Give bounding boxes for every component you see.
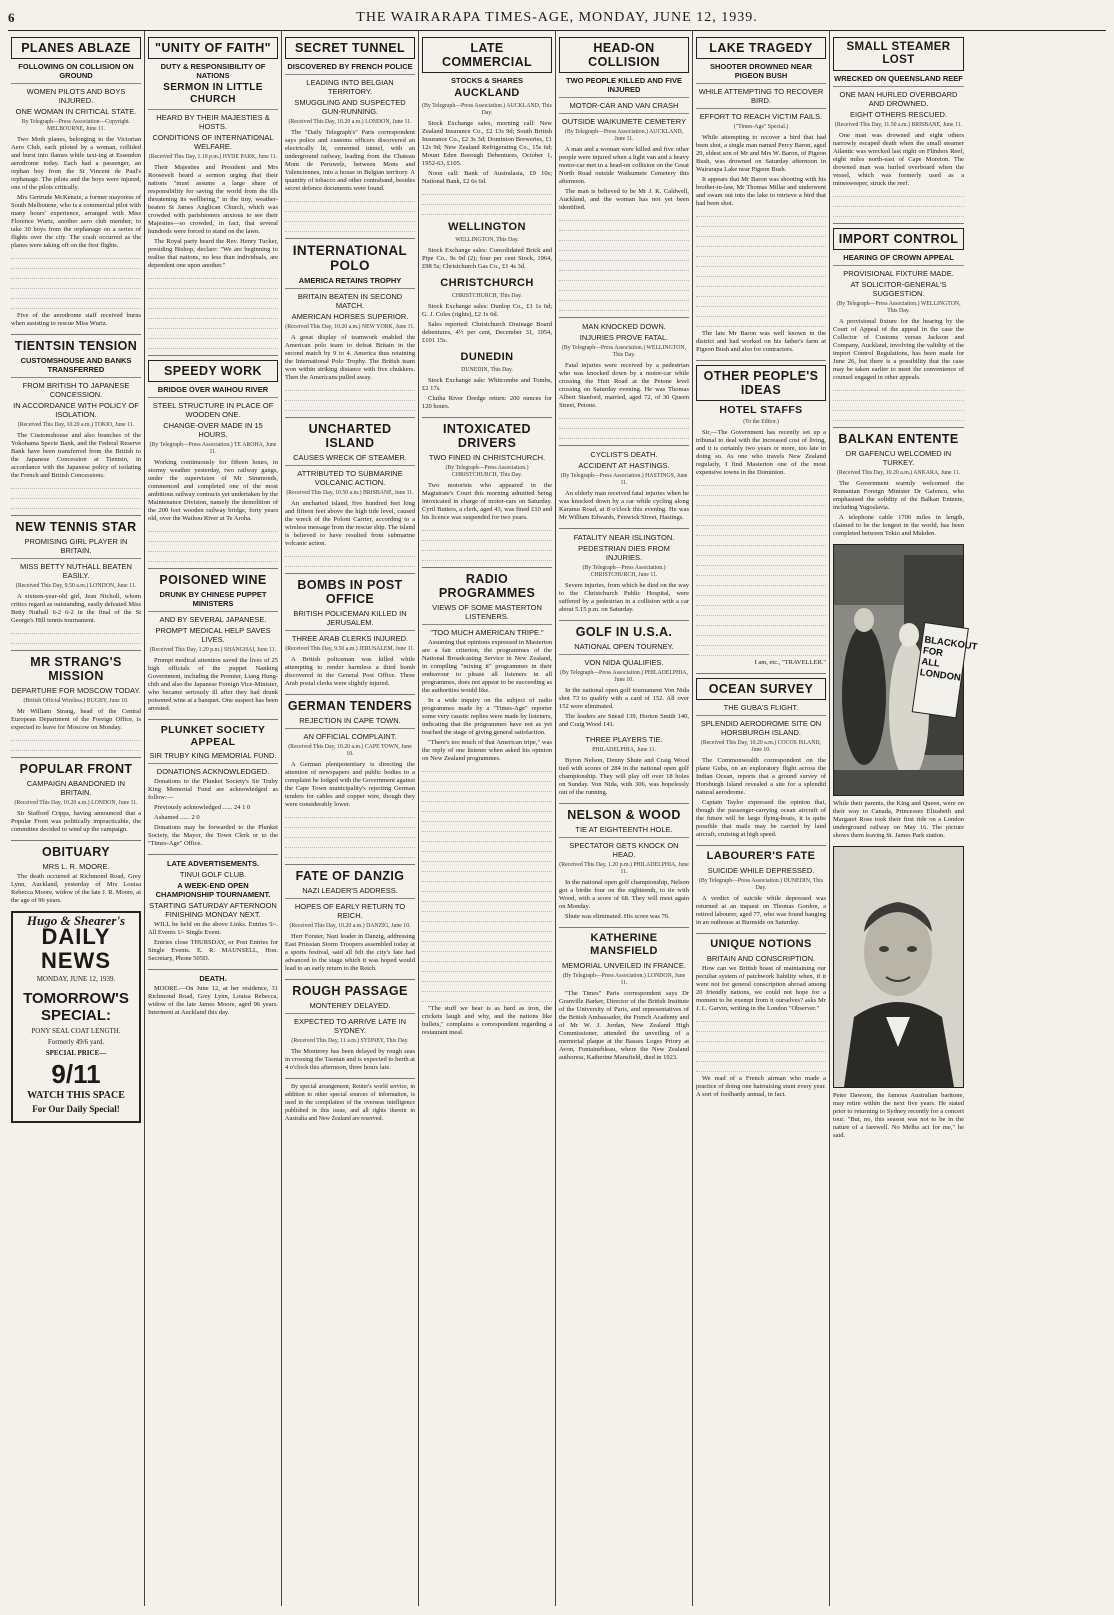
deck: INJURIES PROVE FATAL.	[579, 333, 669, 342]
body-text: In the national open golf championship, Nelson got a birdie four on the eighteenth, to tie with Wood, with a score of 68. They will meet again on Monday.	[559, 879, 689, 910]
article-intoxicated-drivers	[422, 422, 552, 561]
deck: THREE PLAYERS TIE.	[585, 735, 663, 744]
dateline: ("Times-Age" Special.)	[733, 124, 789, 130]
deck: BRIDGE OVER WAIHOU RIVER	[157, 385, 269, 394]
page-number: 6	[8, 10, 15, 25]
article-import-control	[833, 228, 964, 421]
deck: PROMISING GIRL PLAYER IN BRITAIN.	[24, 537, 128, 555]
deck: HEARD BY THEIR MAJESTIES & HOSTS.	[148, 109, 278, 131]
article-ocean-survey	[696, 678, 826, 839]
dateline: (Received This Day, 10.20 a.m.) NEW YORK, June 11.	[285, 324, 415, 330]
headline: SECRET TUNNEL	[285, 37, 415, 59]
deck: AND BY SEVERAL JAPANESE.	[148, 611, 278, 624]
dateline: (By Telegraph—Press Association.) TE AROHA, June 11.	[149, 442, 277, 455]
body-text: In the national open golf tournament Von Nida shot 73 to qualify with a card of 152. All over 152 were eliminated.	[559, 687, 689, 710]
photo-caption: While their parents, the King and Queen, were on their way to Canada, Princesses Elizabeth and Margaret Rose took their first ride on a London underground railway on May 16. The picture shows them leaving St. James Park station.	[833, 800, 964, 839]
deck: CONDITIONS OF INTERNATIONAL WELFARE.	[152, 133, 274, 151]
headline: OTHER PEOPLE'S IDEAS	[696, 365, 826, 401]
article-head-on-collision	[559, 37, 689, 311]
article-three-players-tie	[559, 735, 689, 797]
body-text: A verdict of suicide while depressed was returned at an inquest on Thomas Gordon, a retired labourer, aged 77, who was found hanging in an outhouse at Burnside on Saturday.	[696, 895, 826, 926]
deck: BRITAIN BEATEN IN SECOND MATCH.	[285, 288, 415, 310]
donation-line: Previously acknowledged ...... 24 1 0	[154, 804, 251, 811]
photo-caption: Peter Dawson, the famous Australian baritone, may retire within the next five years. He stated prior to returning to Sydney recently for a concert tour. "But, no, this season was not to be in the nature of a farewell. No Melba act for me," he said.	[833, 1092, 964, 1139]
body-text: Their Majesties and President and Mrs Roosevelt heard a sermon urging that their nations "must assume a large share of responsibility for saving the world from the ills threatening its wellbeing," in the tiny, weather-beaten St James Anglican Church, which was crowded with parishioners anxious to see their Majesties—so crowded, in fact, that several hundreds were forced to stand on the lawn.	[148, 164, 278, 235]
ad-heading: TINUI GOLF CLUB.	[179, 870, 247, 879]
body-text: The Royal party heard the Rev. Henry Tucker, presiding Bishop, declare: "We are beginning to realise that nations, no less than individuals, are dependent one upon another."	[148, 238, 278, 269]
subheadline: SERMON IN LITTLE CHURCH	[163, 82, 263, 105]
body-text: A man and a woman were killed and five other people were injured when a light van and a heavy motor-car met in a head-on collision on the Great North Road outside Waikumete Cemetery this afternoon.	[559, 146, 689, 185]
article-small-steamer-lost	[833, 37, 964, 217]
body-text: Working continuously for fifteen hours, in stormy weather yesterday, two railway gangs, under the supervision of Mr Simmonds, commenced and completed one of the most ambitious railway contracts yet undertaken by the Maintenance Division, namely the demolition of the 200 feet wooden railway bridge, forty years old, over the Waihou River at Te Aroha.	[148, 459, 278, 522]
deck: CHANGE-OVER MADE IN 15 HOURS.	[163, 421, 263, 439]
article-unique-notions	[696, 938, 826, 1099]
article-radio-programmes	[422, 572, 552, 1037]
ad-title: DAILY NEWS	[41, 924, 111, 973]
article-rough-passage	[285, 984, 415, 1072]
dateline: (Received This Day, 10.50 a.m.) BRISBANE, June 11.	[286, 490, 414, 496]
body-text: We read of a French airman who made a practice of doing one hairraising stunt every year. A sort of foolhardy annual, in fact.	[696, 1075, 826, 1098]
section-heading: DEATH.	[199, 974, 227, 983]
section-christchurch-shares	[422, 277, 552, 345]
body-text: Noon call: Bank of Australasia, £9 10s; National Bank, £2 6s 6d.	[422, 170, 552, 185]
column-3	[282, 31, 419, 1606]
body-text: Entries close THURSDAY, or Post Entries for Single Events. E. R. MAUNSELL, Hon. Secretary, Phone 505D.	[148, 939, 278, 962]
dateline: (By Telegraph—Press Association.) WELLINGTON, This Day.	[836, 301, 961, 314]
dateline: DUNEDIN, This Day.	[461, 367, 513, 373]
dateline: (By Telegraph—Press Association.) LONDON, June 11.	[562, 973, 686, 986]
article-planes-ablaze	[11, 37, 141, 328]
headline: RADIO PROGRAMMES	[438, 572, 536, 600]
dateline: (To the Editor.)	[743, 419, 779, 425]
deck: AN OFFICIAL COMPLAINT.	[285, 728, 415, 741]
dateline: (By Telegraph—Press Association.) AUCKLAND, This Day.	[422, 103, 552, 116]
ad-cta: WATCH THIS SPACE	[27, 1090, 125, 1101]
headline: LATE COMMERCIAL	[422, 37, 552, 73]
deck: DONATIONS ACKNOWLEDGED.	[148, 763, 278, 776]
deck: ONE MAN HURLED OVERBOARD AND DROWNED.	[833, 86, 964, 108]
body-text: The Commonwealth correspondent on the plane Guba, on an exploratory flight across the Indian Ocean, reports that a ground survey of Horsburgh Island revealed a site for a splendid natural aerodrome.	[696, 757, 826, 796]
deck: CAUSES WRECK OF STEAMER.	[293, 453, 407, 462]
death-notice	[148, 974, 278, 1017]
column-4	[419, 31, 556, 1606]
blackout-sign-text: BLACKOUT FOR ALL LONDON	[919, 634, 979, 684]
daily-news-advertisement	[11, 911, 141, 1123]
deck: NATIONAL OPEN TOURNEY.	[574, 642, 674, 651]
deck: PROVISIONAL FIXTURE MADE.	[833, 265, 964, 278]
column-1	[8, 31, 145, 1606]
headline: PLANES ABLAZE	[11, 37, 141, 59]
headline: KATHERINE MANSFIELD	[590, 932, 658, 957]
deck: DRUNK BY CHINESE PUPPET MINISTERS	[159, 590, 267, 608]
body-text: Sales reported: Christchurch Drainage Board debentures, 4½ per cent, December 31, 1954, £101 15s.	[422, 321, 552, 344]
headline: GOLF IN U.S.A.	[575, 625, 673, 639]
article-lake-tragedy	[696, 37, 826, 354]
dateline: (Received This Day, 1.20 p.m.) SHANGHAI, June 11.	[149, 647, 277, 653]
deck: SHOOTER DROWNED NEAR PIGEON BUSH	[709, 62, 813, 80]
dateline: By Telegraph—Press Association—Copyright. MELBOURNE, June 11.	[21, 119, 131, 132]
deck: DISCOVERED BY FRENCH POLICE	[287, 62, 413, 71]
deck: SUICIDE WHILE DEPRESSED.	[707, 866, 815, 875]
deck: SIR TRUBY KING MEMORIAL FUND.	[149, 751, 277, 760]
ad-price: 9/11	[51, 1059, 101, 1089]
deck: MRS L. R. MOORE.	[42, 862, 110, 871]
article-plunket-society-appeal	[148, 724, 278, 848]
deck: CYCLIST'S DEATH.	[590, 450, 658, 459]
headline: GERMAN TENDERS	[287, 699, 413, 713]
body-text: "The Times" Paris correspondent says Dr Granville Barker, Director of the British Institute of the University of Paris, and representatives of the British Ambassador, the French Academy and of Mr W. J. Jordan, New Zealand High Commissioner, attended the unveiling of a memorial plaque at the Basses Loges Priory at Avon, Fontainebleau, where the New Zealand authoress, Katherine Mansfield, died in 1923.	[559, 990, 689, 1061]
body-text: By special arrangement, Reuter's world service, in addition to other special sources of information, is used in the compilation of the overseas intelligence published in this issue, and all rights therein in Australia and New Zealand are reserved.	[285, 1084, 415, 1122]
dateline: (By Telegraph—Press Association.) HASTINGS, June 11.	[560, 473, 688, 486]
deck: LEADING INTO BELGIAN TERRITORY.	[285, 74, 415, 96]
dateline: (By Telegraph—Press Association.) CHRISTCHURCH, This Day.	[445, 465, 529, 478]
body-text: "The stuff we hear is as hard as iron, the crickets laugh and why, and the nations like bullets," complains a correspondent regarding a restaurant meal.	[422, 1005, 552, 1036]
photo-peter-dawson	[833, 846, 964, 1088]
deck: IN ACCORDANCE WITH POLICY OF ISOLATION.	[13, 401, 139, 419]
article-unity-of-faith	[148, 37, 278, 349]
headline: UNIQUE NOTIONS	[710, 938, 812, 950]
body-text: Donations may be forwarded to the Plunket Society, the Mayor, the Town Clerk or to the "Times-Age" Office.	[148, 824, 278, 847]
body-text: Five of the aerodrome staff received burns when assisting to rescue Miss Wurtz.	[11, 312, 141, 327]
deck: SMUGGLING AND SUSPECTED GUN-RUNNING.	[294, 98, 406, 116]
ad-former-price: Formerly 49/6 yard.	[47, 1038, 105, 1046]
column-7	[830, 31, 979, 1606]
article-other-peoples-ideas	[696, 365, 826, 667]
masthead	[8, 6, 1106, 31]
headline: SPEEDY WORK	[148, 360, 278, 382]
body-text: MOORE.—On June 12, at her residence, 31 Richmond Road, Grey Lynn, Louisa Rebecca, widow of the late James Moore, aged 96 years. Interment at Auckland this day.	[148, 985, 278, 1016]
body-text: "There's too much of that American tripe," was the reply of one listener when asked his opinion on New Zealand programmes.	[422, 739, 552, 762]
article-golf-in-usa	[559, 625, 689, 729]
article-nelson-and-wood	[559, 808, 689, 921]
deck: REJECTION IN CAPE TOWN.	[299, 716, 401, 725]
dateline: (Received This Day, 10.20 a.m.) COCOS ISLAND, June 10.	[700, 740, 822, 753]
headline: HEAD-ON COLLISION	[559, 37, 689, 73]
deck: TIE AT EIGHTEENTH HOLE.	[575, 825, 673, 834]
body-text: Donations to the Plunket Society's Sir Truby King Memorial Fund are acknowledged as follow:—	[148, 778, 278, 801]
headline: BOMBS IN POST OFFICE	[297, 578, 403, 606]
deck: VIEWS OF SOME MASTERTON LISTENERS.	[432, 603, 542, 621]
body-text: An uncharted island, five hundred feet long and fifteen feet above the high tide level, caused the wreck of the Poloni Carrier, according to a wireless message from the rescue ship. The island is believed to have resulted from submarine volcanic action.	[285, 500, 415, 547]
body-text: A telephone cable 1700 miles in length, claimed to be the longest in the world, has been completed between Tokio and Mukden.	[833, 514, 964, 537]
ad-date: MONDAY, JUNE 12, 1939.	[36, 975, 116, 983]
deck: FOLLOWING ON COLLISION ON GROUND	[18, 62, 134, 80]
subheadline: WELLINGTON	[448, 221, 526, 233]
article-poisoned-wine	[148, 573, 278, 713]
deck: MOTOR-CAR AND VAN CRASH	[559, 97, 689, 110]
deck: HOPES OF EARLY RETURN TO REICH.	[285, 898, 415, 920]
dateline: (Received This Day, 9.50 a.m.) JERUSALEM, June 11.	[285, 646, 415, 652]
body-text: An elderly man received fatal injuries when he was knocked down by a car while cycling along Karamu Road, at 8 o'clock this evening. He was Mr William Edwards, Fenwick Street, Hastings.	[559, 490, 689, 521]
headline: POISONED WINE	[159, 573, 267, 587]
subheadline: AUCKLAND	[454, 87, 520, 99]
dateline: (Received This Day, 9.50 a.m.) LONDON, June 11.	[15, 583, 137, 589]
body-text: Herr Forster, Nazi leader in Danzig, addressing East Prussian Storm Troopers assembled today at a sports festival, said all felt the city's fate had advanced to the stage which it was hoped would lead to an early return to the Reich.	[285, 933, 415, 972]
deck: ONE WOMAN IN CRITICAL STATE.	[15, 107, 137, 116]
body-text: How can we British boast of maintaining our peculiar system of patchwork liability when, if it were not for general conscription abroad among 20 friendly nations, we could not hope for a moment to be exempt from it ourselves? asks Mr J. L. Garvin, writing in the London "Observer."	[696, 965, 826, 1012]
section-dunedin-shares	[422, 351, 552, 411]
deck: ACCIDENT AT HASTINGS.	[578, 461, 670, 470]
body-text: Stock Exchange sales, morning call: New Zealand Insurance Co., £2 13s 9d; South British Insurance Co., £2 3s 3d; Dominion Breweries, £1 12s 9d; New Zealand Refrigerating Co., 15s 6d; Mount Eden Borough Debentures, October 1, 1952-63, £105.	[422, 120, 552, 167]
ad-item: PONY SEAL COAT LENGTH.	[31, 1027, 121, 1035]
dateline: (Received This Day, 10.20 a.m.) TOKIO, June 11.	[17, 422, 135, 428]
deck: FROM BRITISH TO JAPANESE CONCESSION.	[11, 377, 141, 399]
body-text: Mr William Strang, head of the Central European Department of the Foreign Office, is expected to leave for Moscow on Monday.	[11, 708, 141, 731]
body-text: WILL be held on the above Links. Entries 5/-. All Events 1/- Single Event.	[148, 921, 278, 936]
section-heading: LATE ADVERTISEMENTS.	[166, 859, 260, 868]
body-text: Clutha River Dredge return: 200 ounces for 120 hours.	[422, 395, 552, 410]
deck: WOMEN PILOTS AND BOYS INJURED.	[11, 83, 141, 105]
body-text: Byron Nelson, Denny Shute and Craig Wood tied with scores of 284 in the national open golf championship. They will play off over 18 holes on Sunday. Von Nida, with 306, was hopelessly out of the running.	[559, 757, 689, 796]
subheadline: HOTEL STAFFS	[719, 404, 803, 416]
body-text: A great display of teamwork enabled the American polo team to defeat Britain in the second match by 9 to 4. America thus retaining the International Polo Trophy. The British team won within striking distance with five chukkers. Then the Americans pulled away.	[285, 334, 415, 381]
article-man-knocked-down	[559, 322, 689, 439]
ad-price-label: SPECIAL PRICE—	[45, 1049, 107, 1057]
article-tientsin-tension	[11, 339, 141, 509]
headline: NELSON & WOOD	[567, 808, 681, 822]
headline: "UNITY OF FAITH"	[148, 37, 278, 59]
article-labourers-fate	[696, 850, 826, 927]
dateline: (Received This Day, 11 a.m.) SYDNEY, This Day.	[291, 1038, 409, 1044]
deck: OUTSIDE WAIKUMETE CEMETERY	[559, 113, 689, 126]
deck: VON NIDA QUALIFIES.	[559, 654, 689, 667]
body-text: A provisional fixture for the hearing by the Court of Appeal of the appeal in the case the Collector of Customs versus Jackson and Company, Auckland, involving the validity of the import Control Regulations, has been made for June 26, but there is a possibility that the case may be taken earlier to meet the convenience of counsel engaged in other appeals.	[833, 318, 964, 381]
deck: PROMPT MEDICAL HELP SAVES LIVES.	[155, 626, 271, 644]
dateline: (Received This Day, 10.20 a.m.) DANZIG, June 10.	[289, 923, 411, 929]
dateline: (By Telegraph—Press Association.) PHILADELPHIA, June 10.	[560, 670, 688, 683]
body-text: Shute was eliminated. His score was 76.	[565, 913, 670, 920]
subheadline: DUNEDIN	[460, 351, 514, 363]
body-text: The Customshouse and also branches of the Yokohama Specie Bank, and the Federal Reserve Bank have been transferred from the British to the Japanese Concession at Tientsin, in accordance with the Japanese policy of isolating the French and British Concessions.	[11, 432, 141, 479]
dateline: (Received This Day, 10.20 a.m.) ANKARA, June 11.	[836, 470, 961, 476]
column-5	[556, 31, 693, 1606]
section-wellington-shares	[422, 221, 552, 271]
body-text: While attempting to recover a bird that had been shot, a single man named Percy Baron, aged 29, eldest son of Mr and Mrs W. Baron, of Pigeon Bush, was drowned on Saturday afternoon in Wairarapa Lake near Pigeon Bush.	[696, 134, 826, 173]
late-advertisements	[148, 859, 278, 963]
dateline: (Received This Day, 1.20 p.m.) PHILADELPHIA, June 11.	[559, 862, 689, 875]
deck: TWO PEOPLE KILLED AND FIVE INJURED	[566, 76, 682, 94]
deck: TWO FINED IN CHRISTCHURCH.	[428, 453, 546, 462]
headline: MR STRANG'S MISSION	[30, 655, 122, 683]
photo-princesses-underground	[833, 544, 979, 796]
portrait-image	[834, 847, 963, 1087]
body-text: Stock Exchange sales: Consolidated Brick and Pipe Co., 9s 9d (2); four per cent Stock, 1964, £98 5s; Christchurch Gas Co., £1 4s 3d.	[422, 247, 552, 270]
deck: DR GAFENCU WELCOMED IN TURKEY.	[845, 449, 952, 467]
body-text: Assuming that opinions expressed in Masterton are a fair criterion, the programmes of the National Broadcasting Service in New Zealand, in compiling "mixing it" programmes in their endeavour to please all listeners in all programmes, does not appear to be succeeding as the authorities would like.	[422, 639, 552, 694]
ad-cta: For Our Daily Special!	[32, 1104, 120, 1114]
headline: IMPORT CONTROL	[833, 228, 964, 250]
deck: ATTRIBUTED TO SUBMARINE VOLCANIC ACTION.	[285, 465, 415, 487]
body-text: Sir Stafford Cripps, having announced that a Popular Front was politically impracticable, the committee decided to wind up the campaign.	[11, 810, 141, 833]
deck: MONTEREY DELAYED.	[309, 1001, 391, 1010]
deck: WHILE ATTEMPTING TO RECOVER BIRD.	[696, 83, 826, 105]
deck: WRECKED ON QUEENSLAND REEF	[834, 74, 963, 83]
deck: CAMPAIGN ABANDONED IN BRITAIN.	[26, 779, 126, 797]
body-text: A sixteen-year-old girl, Jean Nicholl, whom critics regard as outstanding, easily defeated Miss Betty Nuthall 6-2 6-2 in the final of the St George's Hill tennis tournament.	[11, 593, 141, 624]
headline: PLUNKET SOCIETY APPEAL	[160, 724, 266, 748]
deck: SPLENDID AERODROME SITE ON HORSBURGH ISLAND.	[696, 715, 826, 737]
dateline: (Received This Day, 10.20 a.m.) LONDON, June 11.	[288, 119, 412, 125]
deck: THREE ARAB CLERKS INJURED.	[285, 630, 415, 643]
article-mr-strangs-mission	[11, 655, 141, 751]
dateline: WELLINGTON, This Day.	[455, 237, 519, 243]
article-international-polo	[285, 243, 415, 411]
body-text: The "Daily Telegraph's" Paris correspondent says police and customs officers discovered an electrically lit, cemented tunnel, with an underground railway, leading from the Chateau Mont de Peruwelz, between Mons and Valenciennes, into a house in Belgian territory. A quantity of tobacco and other contraband, besides secret defence documents were found.	[285, 129, 415, 192]
headline: UNCHARTED ISLAND	[308, 422, 392, 450]
headline: FATE OF DANZIG	[295, 869, 405, 883]
ad-heading: STARTING SATURDAY AFTERNOON FINISHING MONDAY NEXT.	[149, 901, 277, 919]
dateline: (By Telegraph—Press Association.) WELLINGTON, This Day.	[561, 345, 687, 358]
deck: MISS BETTY NUTHALL BEATEN EASILY.	[11, 558, 141, 580]
body-text: The late Mr Baron was well known in the district and had worked on his father's farm at Pigeon Bush and also for contractors.	[696, 330, 826, 353]
article-popular-front	[11, 762, 141, 834]
deck: AMERICAN HORSES SUPERIOR.	[291, 312, 409, 321]
deck: DUTY & RESPONSIBILITY OF NATIONS	[160, 62, 266, 80]
body-text: Prompt medical attention saved the lives of 25 high officials of the puppet Nanking Government, including the Premier, Liang Hung-chih and also the Japanese Foreign Vice-Minister, who became seriously ill after they had drunk poisoned wine at a banquet. One suspect has been arrested.	[148, 657, 278, 712]
dateline: (Received This Day, 1.10 p.m.) HYDE PARK, June 11.	[148, 154, 278, 160]
article-speedy-work	[148, 360, 278, 562]
article-obituary	[11, 845, 141, 905]
deck: "TOO MUCH AMERICAN TRIPE."	[422, 624, 552, 637]
body-text: Two motorists who appeared in the Magistrate's Court this morning admitted being intoxicated in charge of motor-cars on Saturday. Cyril Butters, a clerk, aged 43, was fined £10 and his licence was suspended for two years.	[422, 482, 552, 521]
article-new-tennis-star	[11, 520, 141, 644]
deck: DEPARTURE FOR MOSCOW TODAY.	[11, 686, 141, 695]
deck: MAN KNOCKED DOWN.	[582, 322, 666, 331]
columns	[8, 31, 1106, 1606]
body-text: The leaders are Snead 139, Horton Smith 140, and Craig Wood 141.	[559, 713, 689, 728]
donation-line: Ashamed ...... 2 0	[154, 814, 200, 821]
dateline: (British Official Wireless.) RUGBY, June 10.	[23, 698, 129, 704]
body-text: The death occurred at Richmond Road, Grey Lynn, Auckland, yesterday of Mrs Louisa Rebecca Moore, widow of the late J. R. Moore, at the age of 96 years.	[11, 873, 141, 904]
body-text: Fatal injuries were received by a pedestrian who was knocked down by a motor-car while crossing the Hutt Road at the Petone level crossing on Saturday evening. He was Thomas Albert Stanford, married, aged 72, of 30 Queen Street, Petone.	[559, 362, 689, 409]
body-text: The man is believed to be Mr J. K. Caldwell, Auckland, and the woman has not yet been identified.	[559, 188, 689, 211]
body-text: Sir,—The Government has recently set up a tribunal to deal with the increased cost of living, and it is certainly two years or more, too late in doing so. As one who travels New Zealand regularly, I find Masterton one of the most expensive towns in the Dominion.	[696, 429, 826, 476]
ad-heading: A WEEK-END OPEN CHAMPIONSHIP TOURNAMENT.	[155, 881, 271, 899]
deck: NAZI LEADER'S ADDRESS.	[302, 886, 398, 895]
headline: POPULAR FRONT	[19, 762, 133, 776]
deck: PEDESTRIAN DIES FROM INJURIES.	[578, 544, 670, 562]
body-text: Stock Exchange sale: Whitcombe and Tombs, £2 17s.	[422, 377, 552, 392]
deck: BRITISH POLICEMAN KILLED IN JERUSALEM.	[293, 609, 407, 627]
deck: EFFORT TO REACH VICTIM FAILS.	[696, 108, 826, 121]
headline: INTERNATIONAL POLO	[292, 243, 408, 273]
body-text: A British policeman was killed while attempting to render harmless a third bomb discovered in the General Post Office. Three Arab postal clerks were slightly injured.	[285, 656, 415, 687]
signature: I am, etc., "TRAVELLER."	[754, 659, 826, 666]
deck: FATALITY NEAR ISLINGTON.	[573, 533, 675, 542]
body-text: The Monterey has been delayed by rough seas in crossing the Tasman and is expected to berth at 4 o'clock this afternoon, three hours late.	[285, 1048, 415, 1071]
deck: SPECTATOR GETS KNOCK ON HEAD.	[559, 837, 689, 859]
deck: HEARING OF CROWN APPEAL	[843, 253, 954, 262]
body-text: The Government warmly welcomed the Rumanian Foreign Minister Dr Gafencu, who emphasised the solidity of the Balkan Entente, including Yugoslavia.	[833, 480, 964, 511]
body-text: One man was drowned and eight others narrowly escaped death when the small steamer Atlantic was wrecked last night on Flinders Reef, eight miles north-east of Cape Moreton. The drowned man was hurled overboard when the vessel, which was formerly used as a minesweeper, struck the reef.	[833, 132, 964, 187]
article-uncharted-island	[285, 422, 415, 567]
headline: TIENTSIN TENSION	[14, 339, 138, 353]
article-bombs-in-post-office	[285, 578, 415, 688]
dateline: (Received This Day, 10.20 a.m.) CAPE TOWN, June 10.	[288, 744, 412, 757]
body-text: Mrs Gertrude McKenzie, a former mayoress of South Melbourne, who is a commercial pilot with many hours' experience, arranged with Miss Florence Wurtz, another aero club member, to take 30 boys from the orphanage on a series of flights over the city. The crash occurred as the planes were taking off on the first flights.	[11, 194, 141, 249]
headline: LABOURER'S FATE	[706, 850, 816, 862]
headline: SMALL STEAMER LOST	[833, 37, 964, 71]
deck: BRITAIN AND CONSCRIPTION.	[706, 954, 816, 963]
headline: LAKE TRAGEDY	[696, 37, 826, 59]
body-text: Two Moth planes, belonging to the Victorian Aero Club, each piloted by a woman, collided and burst into flames while taxi-ing at Essendon aerodrome today. Each had a passenger, an orphan boy from the St Vincent de Paul's orphanage. The pilots and the boys were injured, one of the pilots critically.	[11, 136, 141, 191]
article-secret-tunnel	[285, 37, 415, 232]
body-text: Captain Taylor expressed the opinion that, though the passenger-carrying ocean aircraft of the future will be large flying-boats, it is quite possible that mails may be carried by land aircraft, cruising at high speed.	[696, 799, 826, 838]
dateline: CHRISTCHURCH, This Day.	[451, 293, 523, 299]
reuters-notice	[285, 1083, 415, 1123]
column-6	[693, 31, 830, 1606]
body-text: Stock Exchange sales: Dunlop Co., £1 1s 6d; G. J. Coles (rights), £2 1s 6d.	[422, 303, 552, 318]
dateline: (By Telegraph—Press Association.) DUNEDIN, This Day.	[699, 878, 823, 891]
article-late-commercial	[422, 37, 552, 215]
deck: AMERICA RETAINS TROPHY	[298, 276, 402, 285]
dateline: (By Telegraph—Press Association.) AUCKLAND, June 11.	[564, 129, 684, 142]
ad-heading: TOMORROW'S SPECIAL:	[23, 990, 129, 1024]
body-text: It appears that Mr Baron was shooting with his brother-in-law, Mr Thomas Millar and underwent and swam out into the lake to retrieve a bird that had been shot.	[696, 176, 826, 207]
headline: ROUGH PASSAGE	[292, 984, 408, 998]
deck: AT SOLICITOR-GENERAL'S SUGGESTION.	[850, 280, 947, 298]
masthead-title: THE WAIRARAPA TIMES-AGE, MONDAY, JUNE 12, 1939.	[356, 10, 758, 25]
deck: THE GUBA'S FLIGHT.	[723, 703, 799, 712]
article-katherine-mansfield	[559, 932, 689, 1062]
dateline: (Received This Day, 10.20 a.m.) LONDON, June 11.	[14, 800, 138, 806]
deck: CUSTOMSHOUSE AND BANKS TRANSFERRED	[20, 356, 132, 374]
deck: STEEL STRUCTURE IN PLACE OF WOODEN ONE.	[148, 397, 278, 419]
dateline: (By Telegraph—Press Association.) CHRISTCHURCH, June 11.	[582, 565, 666, 578]
article-fatality-near-islington	[559, 533, 689, 614]
headline: INTOXICATED DRIVERS	[443, 422, 531, 450]
body-text: Severe injuries, from which he died on the way to the Christchurch Public Hospital, were suffered by a pedestrian in a collision with a car about 5.15 p.m. on Saturday.	[559, 582, 689, 613]
subheadline: CHRISTCHURCH	[440, 277, 534, 289]
article-cyclists-death	[559, 450, 689, 522]
ad-brand: Hugo & Shearer's	[26, 913, 126, 928]
deck: MEMORIAL UNVEILED IN FRANCE.	[562, 961, 686, 970]
article-fate-of-danzig	[285, 869, 415, 973]
article-german-tenders	[285, 699, 415, 858]
headline: OBITUARY	[41, 845, 110, 859]
headline: OCEAN SURVEY	[696, 678, 826, 700]
deck: STOCKS & SHARES	[451, 76, 523, 85]
body-text: A German plenipotentiary is directing the attention of newspapers and public bodies to a complaint he lodged with the Government against the Cape Town municipality's rejecting German tenders for cables and copper wire, though they were considerably lower.	[285, 761, 415, 808]
dateline: PHILADELPHIA, June 11.	[592, 747, 656, 753]
headline: BALKAN ENTENTE	[838, 432, 959, 446]
headline: NEW TENNIS STAR	[15, 520, 137, 534]
deck: EXPECTED TO ARRIVE LATE IN SYDNEY.	[285, 1013, 415, 1035]
dateline: (Received This Day, 11.50 a.m.) BRISBANE, June 11.	[834, 122, 963, 128]
deck: EIGHT OTHERS RESCUED.	[850, 110, 947, 119]
article-balkan-entente	[833, 432, 964, 538]
column-2	[145, 31, 282, 1606]
body-text: In a wide inquiry on the subject of radio programmes made by a "Times-Age" reporter some very caustic replies were made by listeners, indicating that the programmes have not as yet reached the stage of giving general satisfaction.	[422, 697, 552, 736]
